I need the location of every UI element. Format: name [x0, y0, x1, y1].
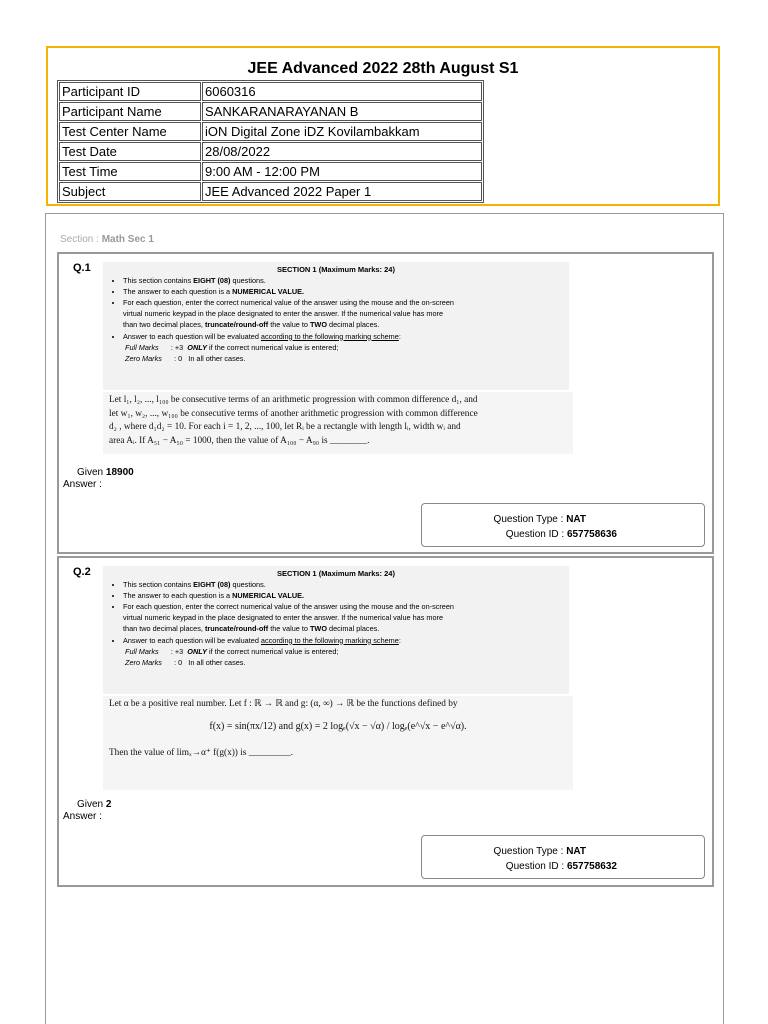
- participant-name-value: SANKARANARAYANAN B: [202, 102, 482, 121]
- table-row: Test Time 9:00 AM - 12:00 PM: [59, 162, 482, 181]
- table-row: Participant Name SANKARANARAYANAN B: [59, 102, 482, 121]
- table-row: Participant ID 6060316: [59, 82, 482, 101]
- question-text: Let α be a positive real number. Let f : ℝ → ℝ and g: (α, ∞) → ℝ be the functions defined by f(x) = sin(πx/12) and g(x) = 2 logₑ(√x − √α) / logₑ(e^√x − e^√α). Then the value of limₓ→α⁺ f(g(x)) is _________.: [103, 696, 573, 790]
- question-id: Question ID : 657758632: [505, 861, 617, 872]
- table-row: Subject JEE Advanced 2022 Paper 1: [59, 182, 482, 201]
- table-row: Test Center Name iON Digital Zone iDZ Kovilambakkam: [59, 122, 482, 141]
- question-meta-box: [421, 835, 705, 879]
- answer-label: Answer :: [63, 479, 102, 490]
- section-instructions: SECTION 1 (Maximum Marks: 24) • This section contains EIGHT (08) questions. • The answer to each question is a NUMERICAL VALUE. • For each question, enter the correct numerical value of the answer using the mouse and the on-screen virtual numeric keypad in the place designated to enter the answer. If the numerical value has more than two decimal places, truncate/round-off the value to TWO decimal places. • Answer to each question will be evaluated according to the following marking scheme: Full Marks : +3 ONLY if the correct numerical value is entered; Zero Marks : 0 In all other cases.: [103, 566, 569, 694]
- question-id: Question ID : 657758636: [505, 529, 617, 540]
- test-center-value: iON Digital Zone iDZ Kovilambakkam: [202, 122, 482, 141]
- question-meta-box: [421, 503, 705, 547]
- table-row: Test Date 28/08/2022: [59, 142, 482, 161]
- given-answer: Given 18900: [77, 467, 134, 478]
- question-text: Let l₁, l₂, ..., l₁₀₀ be consecutive terms of an arithmetic progression with common difference d₁, and let w₁, w₂, ..., w₁₀₀ be consecutive terms of another arithmetic progression with common difference d₂ , where d₁d₂ = 10. For each i = 1, 2, ..., 100, let Rᵢ be a rectangle with length lᵢ, width wᵢ and area Aᵢ. If A₅₁ − A₅₀ = 1000, then the value of A₁₀₀ − A₉₀ is ________.: [103, 392, 573, 454]
- subject-value: JEE Advanced 2022 Paper 1: [202, 182, 482, 201]
- question-type: Question Type : NAT: [493, 514, 586, 525]
- formula: f(x) = sin(πx/12) and g(x) = 2 logₑ(√x − √α) / logₑ(e^√x − e^√α).: [209, 720, 467, 732]
- section-label: Section : Math Sec 1: [60, 234, 154, 245]
- question-card-q2: [57, 556, 714, 887]
- question-number: Q.1: [73, 262, 91, 274]
- participant-info-panel: [46, 46, 720, 206]
- question-number: Q.2: [73, 566, 91, 578]
- test-date-value: 28/08/2022: [202, 142, 482, 161]
- question-type: Question Type : NAT: [493, 846, 586, 857]
- given-answer-value: 2: [105, 799, 112, 810]
- section-name: Math Sec 1: [101, 234, 154, 245]
- participant-info-table: [57, 80, 484, 203]
- participant-id-value: 6060316: [202, 82, 482, 101]
- answer-label: Answer :: [63, 811, 102, 822]
- exam-title: JEE Advanced 2022 28th August S1: [247, 60, 519, 77]
- section-instructions: SECTION 1 (Maximum Marks: 24) • This section contains EIGHT (08) questions. • The answer to each question is a NUMERICAL VALUE. • For each question, enter the correct numerical value of the answer using the mouse and the on-screen virtual numeric keypad in the place designated to enter the answer. If the numerical value has more than two decimal places, truncate/round-off the value to TWO decimal places. • Answer to each question will be evaluated according to the following marking scheme: Full Marks : +3 ONLY if the correct numerical value is entered; Zero Marks : 0 In all other cases.: [103, 262, 569, 390]
- given-answer: Given 2: [77, 799, 112, 810]
- test-time-value: 9:00 AM - 12:00 PM: [202, 162, 482, 181]
- given-answer-value: 18900: [105, 467, 134, 478]
- question-card-q1: [57, 252, 714, 554]
